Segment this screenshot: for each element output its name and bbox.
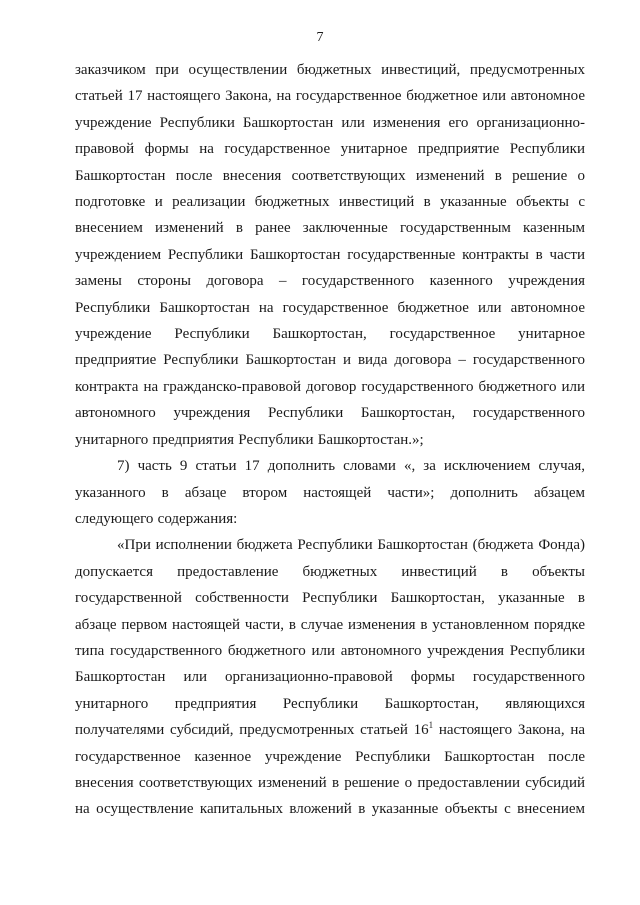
paragraph-text-after-superscript: настоящего Закона, на государственное казенное учреждение Республики Башкортостан после внесения соответствующих изменений в решение о предоставлении субсидий на осуществление капитальных вложений в указанные объекты с внесением — [75, 722, 586, 818]
paragraph-quoted-addition — [75, 532, 585, 822]
document-body — [75, 57, 585, 823]
article-superscript: 1 — [428, 720, 434, 731]
paragraph-text-before-superscript: «При исполнении бюджета Республики Башкортостан (бюджета Фонда) допускается предоставление бюджетных инвестиций в объекты государственной собственности Республики Башкортостан, указанные в абзаце первом настоящей части, в случае изменения в установленном порядке типа государственного бюджетного или автономного учреждения Республики Башкортостан или организационно-правовой формы государственного унитарного предприятия Республики Башкортостан, являющихся получателями субсидий, предусмотренных статьей 16 — [75, 537, 585, 739]
page-number: 7 — [316, 30, 324, 45]
paragraph-item-7: 7) часть 9 статьи 17 дополнить словами «, за исключением случая, указанного в абзаце втором настоящей части»; дополнить абзацем следующего содержания: — [75, 458, 585, 527]
paragraph-continuation: заказчиком при осуществлении бюджетных инвестиций, предусмотренных статьей 17 настоящего Закона, на государственное бюджетное или автономное учреждение Республики Башкортостан или изменения его организационно-правовой формы на государственное унитарное предприятие Республики Башкортостан после внесения соответствующих изменений в решение о подготовке и реализации бюджетных инвестиций в указанные объекты с внесением изменений в ранее заключенные государственным казенным учреждением Республики Башкортостан государственные контракты в части замены стороны договора – государственного казенного учреждения Республики Башкортостан на государственное бюджетное или автономное учреждение Республики Башкортостан, государственное унитарное предприятие Республики Башкортостан и вида договора – государственного контракта на гражданско-правовой договор государственного бюджетного или автономного учреждения Республики Башкортостан, государственного унитарного предприятия Республики Башкортостан.»; — [75, 62, 585, 448]
